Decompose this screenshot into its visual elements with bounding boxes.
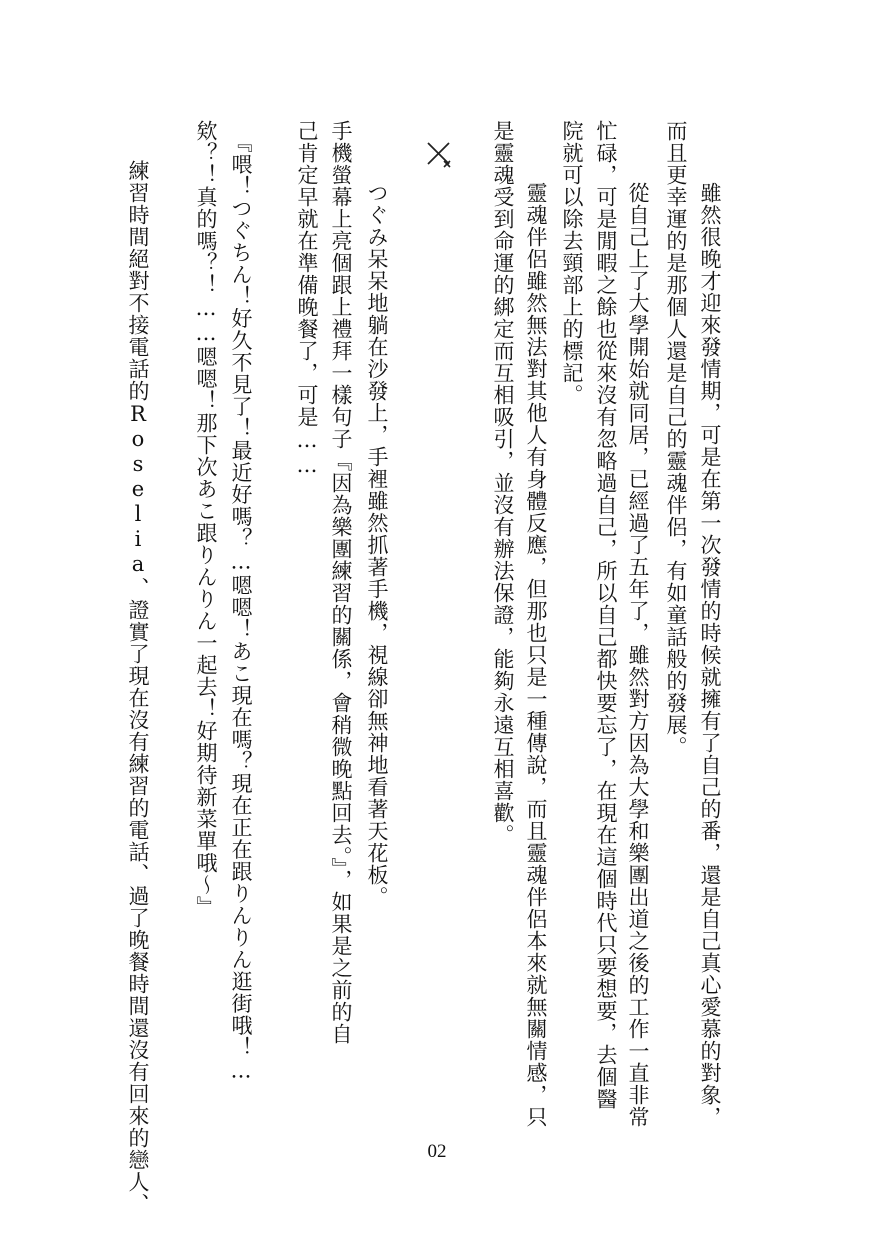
text-column-2: 而且更幸運的是那個人還是自己的靈魂伴侶，有如童話般的發展。 <box>664 120 688 758</box>
text-column-5: 院就可以除去頸部上的標記。 <box>560 120 584 406</box>
text-column-7: 是靈魂受到命運的綁定而互相吸引，並沒有辦法保證，能夠永遠互相喜歡。 <box>491 120 515 846</box>
text-column-12: 欸？！真的嗎？！……嗯嗯！那下次あこ跟りんりん一起去！好期待新菜單哦～』 <box>194 120 218 918</box>
scene-break-icon <box>425 140 453 170</box>
text-column-4: 忙碌，可是閒暇之餘也從來沒有忽略過自己，所以自己都快要忘了，在現在這個時代只要想要，去個醫 <box>594 120 618 1110</box>
text-column-11: 『喂！つぐちん！好久不見了！最近好嗎？…嗯嗯！あこ現在嗎？現在正在跟りんりん逛街哦！… <box>229 120 253 1084</box>
text-column-8: つぐみ呆呆地躺在沙發上，手裡雖然抓著手機，視線卻無神地看著天花板。 <box>365 160 389 908</box>
text-column-13: 練習時間絕對不接電話的Roselia、證實了現在沒有練習的電話、過了晚餐時間還沒有回來的戀人、 <box>126 160 150 1215</box>
text-column-9: 手機螢幕上亮個跟上禮拜一樣句子『因為樂團練習的關係，會稍微晚點回去。』，如果是之前的自 <box>329 120 353 1045</box>
text-column-3: 從自己上了大學開始就同居，已經過了五年了，雖然對方因為大學和樂團出道之後的工作一直非常 <box>626 160 650 1128</box>
text-column-6: 靈魂伴侶雖然無法對其他人有身體反應，但那也只是一種傳說，而且靈魂伴侶本來就無關情感，只 <box>524 160 548 1128</box>
page-number: 02 <box>427 1141 447 1162</box>
text-column-1: 雖然很晚才迎來發情期，可是在第一次發情的時候就擁有了自己的番，還是自己真心愛慕的對象， <box>698 160 722 1128</box>
text-column-10: 己肯定早就在準備晚餐了，可是…… <box>295 120 319 478</box>
